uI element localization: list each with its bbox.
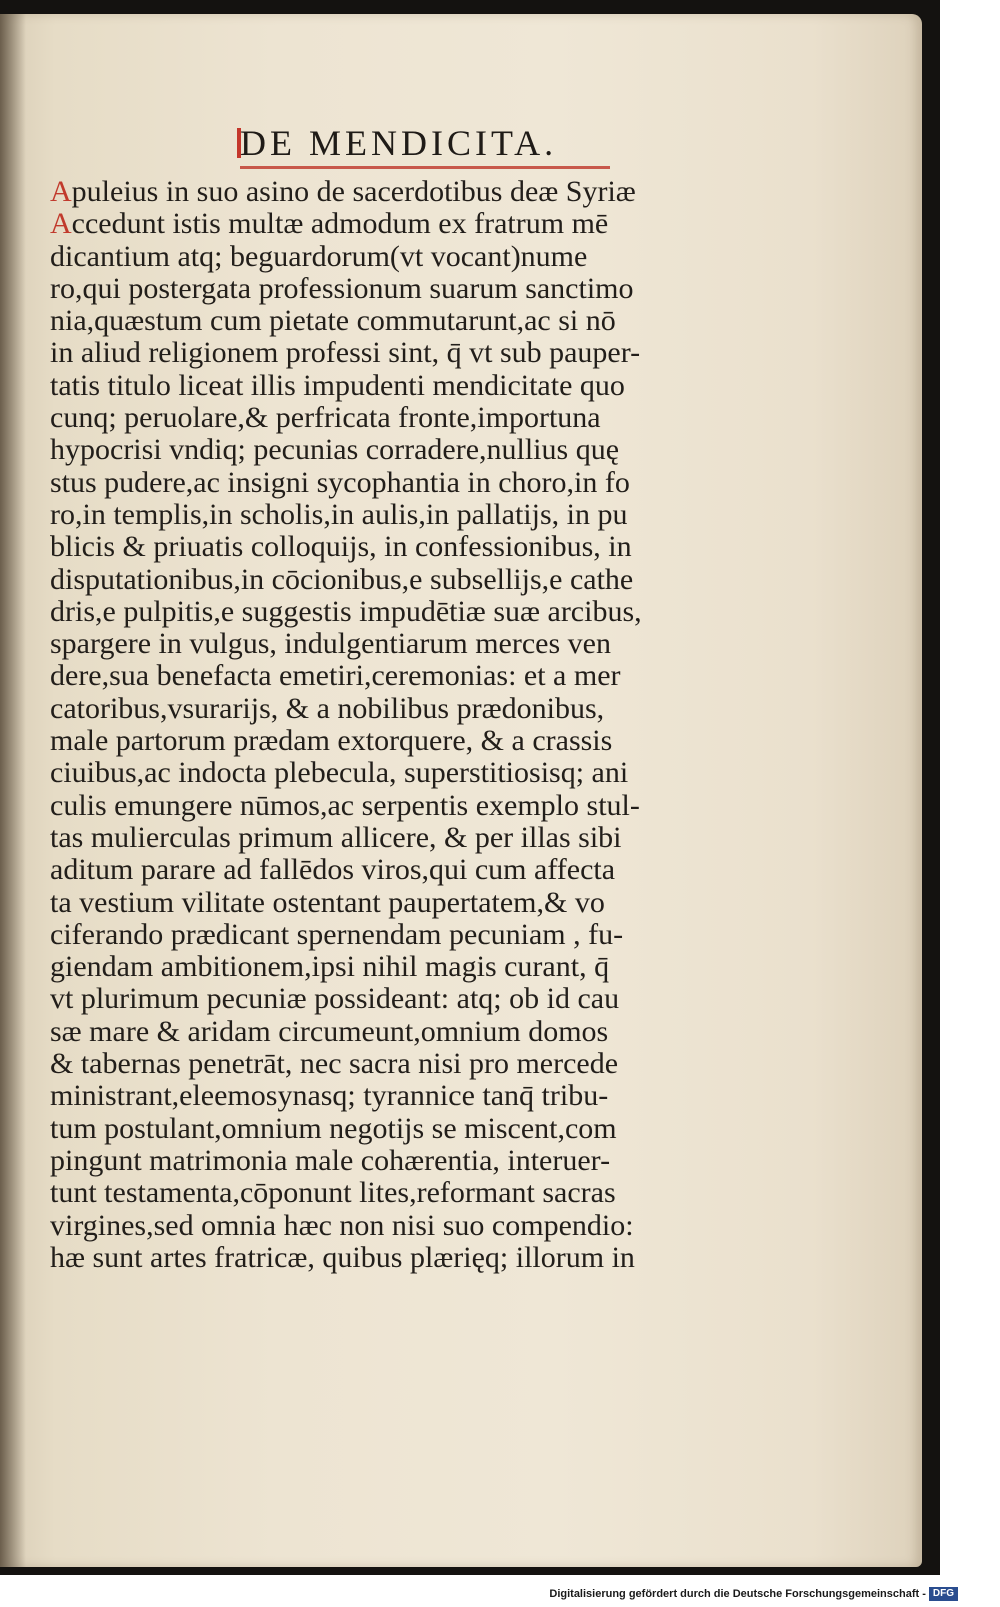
dfg-logo: DFG	[929, 1587, 958, 1601]
text-line: dicantium atq; beguardorum(vt vocant)nume	[50, 239, 588, 273]
text-line: Accedunt istis multæ admodum ex fratrum mē	[50, 207, 609, 241]
red-underline	[240, 166, 610, 169]
text-line: giendam ambitionem,ipsi nihil magis curant, q̄	[50, 950, 610, 984]
text-line: pingunt matrimonia male cohærentia, interuer-	[50, 1143, 611, 1177]
credit-text: Digitalisierung gefördert durch die Deutsche Forschungsgemeinschaft -	[549, 1588, 926, 1600]
rubricated-initial: A	[50, 175, 72, 208]
text-line: dere,sua benefacta emetiri,ceremonias: et a mer	[50, 659, 621, 693]
text-line: aditum parare ad fallēdos viros,qui cum affecta	[50, 853, 616, 887]
text-line: hypocrisi vndiq; pecunias corradere,nullius quę	[50, 433, 620, 467]
text-line: blicis & priuatis colloquijs, in confessionibus, in	[50, 530, 632, 564]
text-line: ro,in templis,in scholis,in aulis,in pallatijs, in pu	[50, 497, 628, 531]
text-line: virgines,sed omnia hæc non nisi suo compendio:	[50, 1208, 634, 1242]
book-page	[0, 14, 922, 1567]
text-line: ta vestium vilitate ostentant paupertatem,& vo	[50, 885, 605, 919]
text-line: spargere in vulgus, indulgentiarum merces ven	[50, 627, 611, 661]
digitization-credit	[549, 1587, 958, 1601]
text-line: culis emungere nūmos,ac serpentis exemplo stul-	[50, 788, 640, 822]
text-line: cunq; peruolare,& perfricata fronte,importuna	[50, 401, 601, 435]
text-line: hæ sunt artes fratricæ, quibus plærięq; illorum in	[50, 1240, 635, 1274]
text-line: tum postulant,omnium negotijs se miscent,com	[50, 1111, 617, 1145]
text-line: ciuibus,ac indocta plebecula, superstitiosisq; ani	[50, 756, 629, 790]
text-line: catoribus,vsurarijs, & a nobilibus prædonibus,	[50, 691, 605, 725]
text-line: tas mulierculas primum allicere, & per illas sibi	[50, 820, 622, 854]
text-line: male partorum prædam extorquere, & a crassis	[50, 724, 613, 758]
text-line: ministrant,eleemosynasq; tyrannice tanq̄ tribu-	[50, 1079, 609, 1113]
text-line: vt plurimum pecuniæ possideant: atq; ob id cau	[50, 982, 620, 1016]
text-line: & tabernas penetrāt, nec sacra nisi pro mercede	[50, 1047, 619, 1081]
text-line: sæ mare & aridam circumeunt,omnium domos	[50, 1014, 609, 1048]
text-line: ro,qui postergata professionum suarum sanctimo	[50, 271, 634, 305]
text-line: tatis titulo liceat illis impudenti mendicitate quo	[50, 368, 625, 402]
rubricated-initial: A	[50, 207, 72, 241]
text-line: in aliud religionem professi sint, q̄ vt sub pauper-	[50, 336, 641, 370]
body-text	[50, 176, 730, 1274]
text-line: tunt testamenta,cōponunt lites,reformant sacras	[50, 1176, 616, 1210]
text-line: dris,e pulpitis,e suggestis impudētiæ suæ arcibus,	[50, 594, 642, 628]
text-line: Apuleius in suo asino de sacerdotibus deæ Syriæ	[50, 175, 636, 208]
text-line: ciferando prædicant spernendam pecuniam , fu-	[50, 917, 624, 951]
text-line: stus pudere,ac insigni sycophantia in choro,in fo	[50, 465, 630, 499]
running-head: DE MENDICITA.	[240, 123, 558, 163]
text-line: nia,quæstum cum pietate commutarunt,ac si nō	[50, 304, 616, 338]
text-line: disputationibus,in cōcionibus,e subsellijs,e cathe	[50, 562, 634, 596]
